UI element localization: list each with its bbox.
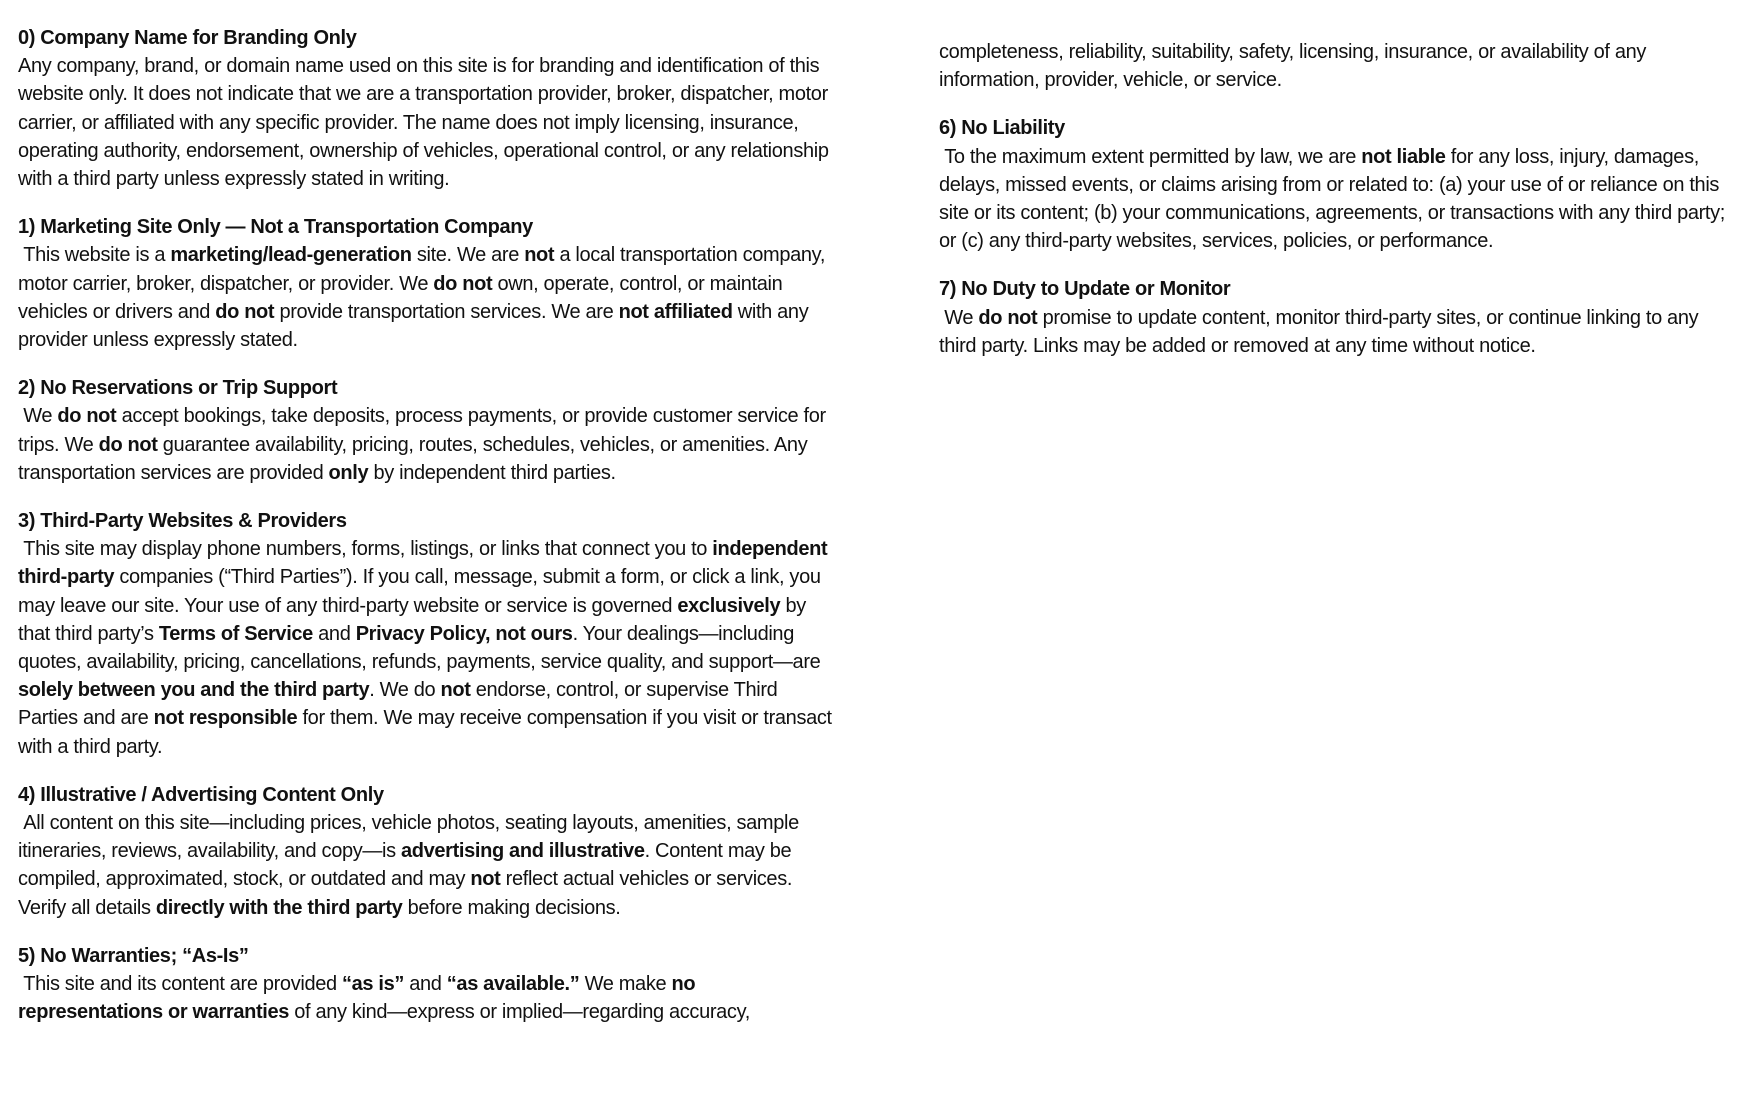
text-run: This site may display phone numbers, forms, listings, or links that connect you to xyxy=(18,538,713,561)
disclaimer-section xyxy=(18,781,841,922)
text-run: To the maximum extent permitted by law, we are xyxy=(939,145,1362,168)
text-run: guarantee availability, pricing, routes, schedules, vehicles, or amenities. Any transportation services are provided xyxy=(18,433,813,484)
bold-text-run: Privacy Policy, not ours xyxy=(355,622,573,645)
bold-text-run: independent third-party xyxy=(18,538,833,589)
text-run: endorse, control, or supervise Third Parties and are xyxy=(18,679,783,730)
bold-text-run: not xyxy=(470,868,501,891)
text-run: . Your dealings—including quotes, availability, pricing, cancellations, refunds, payments, service quality, and support—are xyxy=(18,622,826,674)
section-paragraph xyxy=(18,809,841,922)
disclaimer-section xyxy=(18,374,841,487)
disclaimer-section xyxy=(18,507,841,761)
text-run: provide transportation services. We are xyxy=(274,300,619,323)
bold-text-run: do not xyxy=(98,433,158,456)
bold-text-run: “as is” xyxy=(341,973,405,996)
text-run: companies (“Third Parties”). If you call, message, submit a form, or click a link, you may leave our site. Your use of any third-party website or service is governed xyxy=(18,566,826,617)
text-run: We xyxy=(939,306,979,329)
text-run: before making decisions. xyxy=(402,896,621,919)
bold-text-run: do not xyxy=(57,405,117,428)
left-column xyxy=(18,24,841,1027)
text-run: completeness, reliability, suitability, safety, licensing, insurance, or availability of any information, provider, vehicle, or service. xyxy=(939,41,1652,92)
text-run: for any loss, injury, damages, delays, missed events, or claims arising from or related to: (a) your use of or reliance on this site or its content; (b) your communications, agreements, or transactions with any third party; or (c) any third-party websites, services, policies, or performance. xyxy=(939,145,1731,253)
bold-text-run: directly with the third party xyxy=(155,896,403,919)
section-heading: 3) Third-Party Websites & Providers xyxy=(18,510,347,533)
section-paragraph xyxy=(939,38,1734,94)
bold-text-run: solely between you and the third party xyxy=(18,679,370,702)
disclaimer-section xyxy=(939,114,1734,255)
bold-text-run: exclusively xyxy=(677,594,781,617)
text-run: a local transportation company, motor carrier, broker, dispatcher, or provider. We xyxy=(18,244,831,295)
section-paragraph xyxy=(18,402,841,487)
text-run: accept bookings, take deposits, process payments, or provide customer service for trips. We xyxy=(18,405,832,456)
text-run: own, operate, control, or maintain vehicles or drivers and xyxy=(18,272,788,323)
section-paragraph xyxy=(18,52,841,193)
section-paragraph xyxy=(939,143,1734,256)
bold-text-run: do not xyxy=(433,272,493,295)
section-paragraph xyxy=(18,535,841,761)
right-column xyxy=(939,38,1734,360)
bold-text-run: not xyxy=(524,244,555,267)
section-heading: 7) No Duty to Update or Monitor xyxy=(939,278,1231,301)
bold-text-run: no representations or warranties xyxy=(18,973,701,1024)
text-run: . Content may be compiled, approximated, stock, or outdated and may xyxy=(18,840,797,891)
section-paragraph xyxy=(18,970,841,1026)
text-run: of any kind—express or implied—regarding accuracy, xyxy=(289,1001,750,1024)
section-heading: 2) No Reservations or Trip Support xyxy=(18,377,338,400)
text-run: This website is a xyxy=(18,244,171,267)
text-run: This site and its content are provided xyxy=(18,973,342,996)
text-run: by independent third parties. xyxy=(368,461,616,484)
section-heading: 1) Marketing Site Only — Not a Transportation Company xyxy=(18,216,533,239)
bold-text-run: only xyxy=(328,461,369,484)
text-run: and xyxy=(404,973,447,996)
text-run: promise to update content, monitor third-party sites, or continue linking to any third party. Links may be added or removed at any time without notice. xyxy=(939,306,1704,357)
text-run: All content on this site—including prices, vehicle photos, seating layouts, amenities, sample itineraries, reviews, availability, and copy—is xyxy=(18,812,805,863)
bold-text-run: do not xyxy=(978,306,1038,329)
disclaimer-section xyxy=(18,213,841,354)
section-heading: 6) No Liability xyxy=(939,117,1065,140)
bold-text-run: not liable xyxy=(1361,145,1446,168)
disclaimer-section xyxy=(18,24,841,193)
text-run: by that third party’s xyxy=(18,594,812,645)
section-paragraph xyxy=(939,304,1734,360)
bold-text-run: not affiliated xyxy=(618,300,733,323)
bold-text-run: marketing/lead-generation xyxy=(170,244,412,267)
section-paragraph xyxy=(18,241,841,354)
section-heading: 4) Illustrative / Advertising Content Only xyxy=(18,783,384,806)
text-run: for them. We may receive compensation if you visit or transact with a third party. xyxy=(18,707,837,758)
text-run: We xyxy=(18,405,58,428)
disclaimer-section xyxy=(18,942,841,1027)
bold-text-run: advertising and illustrative xyxy=(401,840,645,863)
section-heading: 0) Company Name for Branding Only xyxy=(18,27,357,49)
disclaimer-section xyxy=(939,275,1734,360)
bold-text-run: do not xyxy=(215,300,275,323)
bold-text-run: Terms of Service xyxy=(158,622,313,645)
disclaimer-section xyxy=(939,38,1734,94)
bold-text-run: “as available.” xyxy=(446,973,580,996)
text-run: . We do xyxy=(369,679,441,702)
text-run: and xyxy=(312,622,356,645)
text-run: reflect actual vehicles or services. Verify all details xyxy=(18,868,798,919)
text-run: site. We are xyxy=(411,244,525,267)
text-run: with any provider unless expressly stated. xyxy=(18,300,814,352)
bold-text-run: not xyxy=(440,679,471,702)
text-run: Any company, brand, or domain name used on this site is for branding and identification of this website only. It does not indicate that we are a transportation provider, broker, dispatcher, motor carrier, or affiliated with any specific provider. The name does not imply licensing, insurance, operating authority, endorsement, ownership of vehicles, operational control, or any relationship with a third party unless expressly stated in writing. xyxy=(18,55,834,191)
text-run: We make xyxy=(579,973,672,996)
section-heading: 5) No Warranties; “As-Is” xyxy=(18,944,249,967)
bold-text-run: not responsible xyxy=(153,707,298,730)
